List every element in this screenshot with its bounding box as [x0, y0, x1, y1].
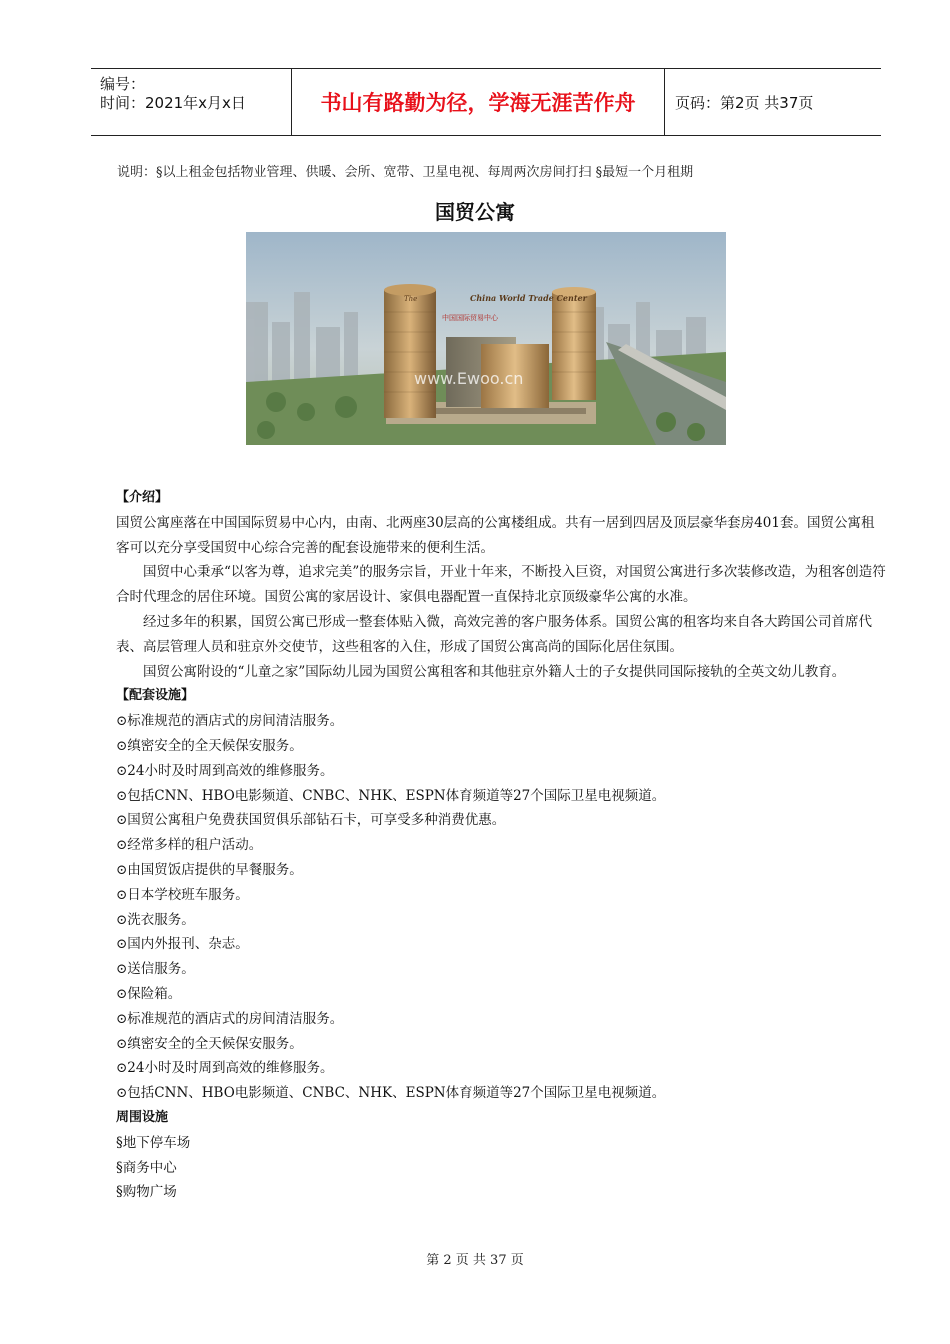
facility-item: ⊙经常多样的租户活动。 [116, 837, 263, 854]
intro-paragraph: 国贸公寓附设的“儿童之家”国际幼儿园为国贸公寓租客和其他驻京外籍人士的子女提供同国际接轨的全英文幼儿教育。 [143, 663, 846, 680]
header-motto: 书山有路勤为径，学海无涯苦作舟 [292, 69, 665, 135]
facility-item: ⊙缜密安全的全天候保安服务。 [116, 1035, 303, 1052]
svg-text:China World Trade Center: China World Trade Center [470, 293, 587, 303]
intro-paragraph: 国贸中心秉承“以客为尊，追求完美”的服务宗旨，开业十年来，不断投入巨资，对国贸公寓进行多次装修改造，为租客创造符合时代理念的居住环境。国贸公寓的家居设计、家俱电器配置一直保持北京顶级豪华公寓的水准。 [116, 564, 886, 606]
facility-item: ⊙保险箱。 [116, 985, 182, 1002]
page-footer: 第 2 页 共 37 页 [426, 1253, 524, 1268]
surrounding-item: §商务中心 [116, 1159, 177, 1176]
intro-paragraph: 经过多年的积累，国贸公寓已形成一整套体贴入微，高效完善的客户服务体系。国贸公寓的租客均来自各大跨国公司首席代表、高层管理人员和驻京外交使节，这些租客的入住，形成了国贸公寓高尚的国际化居住氛围。 [116, 613, 872, 655]
facility-item: ⊙由国贸饭店提供的早餐服务。 [116, 861, 303, 878]
svg-text:www.Ewoo.cn: www.Ewoo.cn [414, 369, 524, 388]
intro-heading: 【介绍】 [116, 490, 169, 505]
facility-item: ⊙标准规范的酒店式的房间清洁服务。 [116, 713, 344, 730]
facility-item: ⊙国内外报刊、杂志。 [116, 936, 249, 953]
facility-item: ⊙标准规范的酒店式的房间清洁服务。 [116, 1010, 344, 1027]
facilities-heading: 【配套设施】 [116, 688, 195, 704]
surroundings-heading: 周围设施 [116, 1109, 169, 1125]
svg-text:中国国际贸易中心: 中国国际贸易中心 [442, 314, 498, 322]
main-content [116, 486, 886, 1205]
intro-paragraph: 国贸公寓座落在中国国际贸易中心内，由南、北两座30层高的公寓楼组成。共有一居到四居及顶层豪华套房401套。国贸公寓租客可以充分享受国贸中心综合完善的配套设施带来的便利生活。 [116, 514, 875, 556]
svg-text:The: The [404, 295, 418, 303]
header-meta-cell [91, 69, 292, 135]
facility-item: ⊙包括CNN、HBO电影频道、CNBC、NHK、ESPN体育频道等27个国际卫星电视频道。 [116, 787, 666, 804]
facility-item: ⊙日本学校班车服务。 [116, 886, 249, 903]
facility-item: ⊙缜密安全的全天候保安服务。 [116, 737, 303, 754]
facility-item: ⊙洗衣服务。 [116, 911, 195, 928]
rent-note: 说明：§以上租金包括物业管理、供暖、会所、宽带、卫星电视、每周两次房间打扫 §最短一个月租期 [117, 165, 694, 180]
time-label: 时间：2021年x月x日 [100, 94, 246, 112]
facility-item: ⊙国贸公寓租户免费获国贸俱乐部钻石卡，可享受多种消费优惠。 [116, 812, 506, 829]
surrounding-item: §购物广场 [116, 1184, 177, 1201]
page-title: 国贸公寓 [435, 200, 515, 224]
facility-item: ⊙24小时及时周到高效的维修服务。 [116, 1060, 334, 1077]
facility-item: ⊙24小时及时周到高效的维修服务。 [116, 762, 334, 779]
building-photo [246, 232, 726, 445]
header-page-label: 页码：第2页 共37页 [675, 93, 814, 112]
surrounding-item: §地下停车场 [116, 1134, 191, 1151]
document-header [91, 68, 881, 136]
number-label: 编号： [100, 75, 146, 93]
facility-item: ⊙包括CNN、HBO电影频道、CNBC、NHK、ESPN体育频道等27个国际卫星电视频道。 [116, 1085, 666, 1102]
facility-item: ⊙送信服务。 [116, 961, 195, 978]
